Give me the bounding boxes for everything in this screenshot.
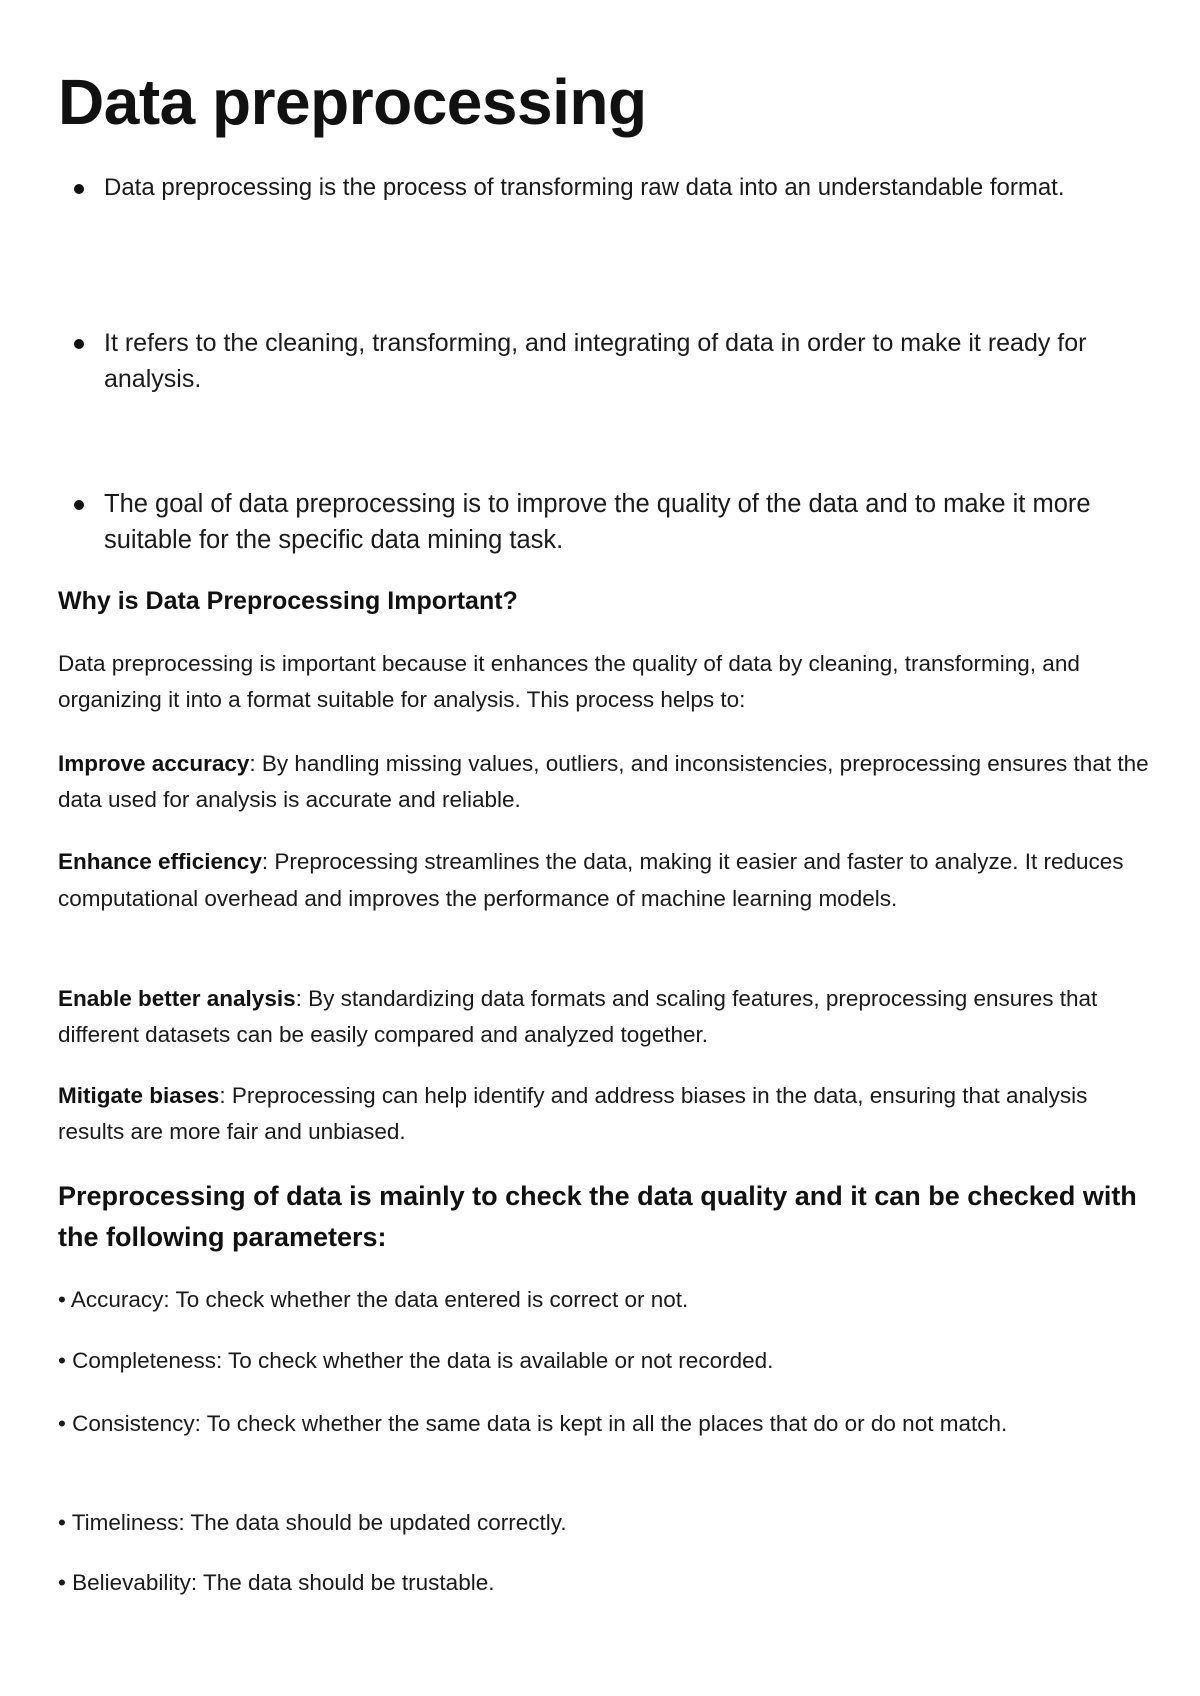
benefit-text: : Preprocessing streamlines the data, making it easier and faster to analyze. It reduces computational overhead and improves the performance of machine learning models. <box>58 849 1124 911</box>
bullet-dot-icon <box>74 184 84 194</box>
benefit-text: : By standardizing data formats and scaling features, preprocessing ensures that different datasets can be easily compared and analyzed together. <box>58 986 1098 1047</box>
bullet-item <box>104 486 1134 558</box>
benefit-term: Improve accuracy <box>58 751 250 776</box>
benefit-term: Enable better analysis <box>58 986 296 1011</box>
bullet-item <box>104 325 1134 397</box>
quality-parameter: • Accuracy: To check whether the data entered is correct or not. <box>58 1287 689 1312</box>
benefit-paragraph <box>58 746 1158 818</box>
benefit-paragraph <box>58 1078 1158 1150</box>
benefit-paragraph <box>58 843 1158 917</box>
quality-parameter: • Timeliness: The data should be updated correctly. <box>58 1510 567 1535</box>
bullet-text: Data preprocessing is the process of transforming raw data into an understandable format. <box>104 174 1065 201</box>
benefit-paragraph <box>58 981 1158 1053</box>
benefit-text: : Preprocessing can help identify and address biases in the data, ensuring that analysis results are more fair and unbiased. <box>58 1083 1088 1144</box>
bullet-item <box>104 170 1134 206</box>
bullet-text: The goal of data preprocessing is to improve the quality of the data and to make it more suitable for the specific data mining task. <box>104 490 1091 554</box>
benefit-term: Mitigate biases <box>58 1083 220 1108</box>
quality-parameter: • Believability: The data should be trustable. <box>58 1570 495 1595</box>
benefit-term: Enhance efficiency <box>58 849 262 874</box>
bullet-dot-icon <box>74 339 84 349</box>
quality-heading: Preprocessing of data is mainly to check the data quality and it can be checked with the following parameters: <box>58 1181 1137 1252</box>
quality-parameter: • Completeness: To check whether the data is available or not recorded. <box>58 1348 774 1373</box>
benefit-text: : By handling missing values, outliers, and inconsistencies, preprocessing ensures that the data used for analysis is accurate and reliable. <box>58 751 1149 812</box>
bullet-dot-icon <box>74 500 84 510</box>
why-intro-paragraph: Data preprocessing is important because it enhances the quality of data by cleaning, transforming, and organizing it into a format suitable for analysis. This process helps to: <box>58 651 1080 712</box>
bullet-text: It refers to the cleaning, transforming, and integrating of data in order to make it ready for analysis. <box>104 329 1087 393</box>
why-heading: Why is Data Preprocessing Important? <box>58 587 518 615</box>
page-title: Data preprocessing <box>58 66 647 138</box>
quality-parameter: • Consistency: To check whether the same data is kept in all the places that do or do not match. <box>58 1411 1008 1436</box>
